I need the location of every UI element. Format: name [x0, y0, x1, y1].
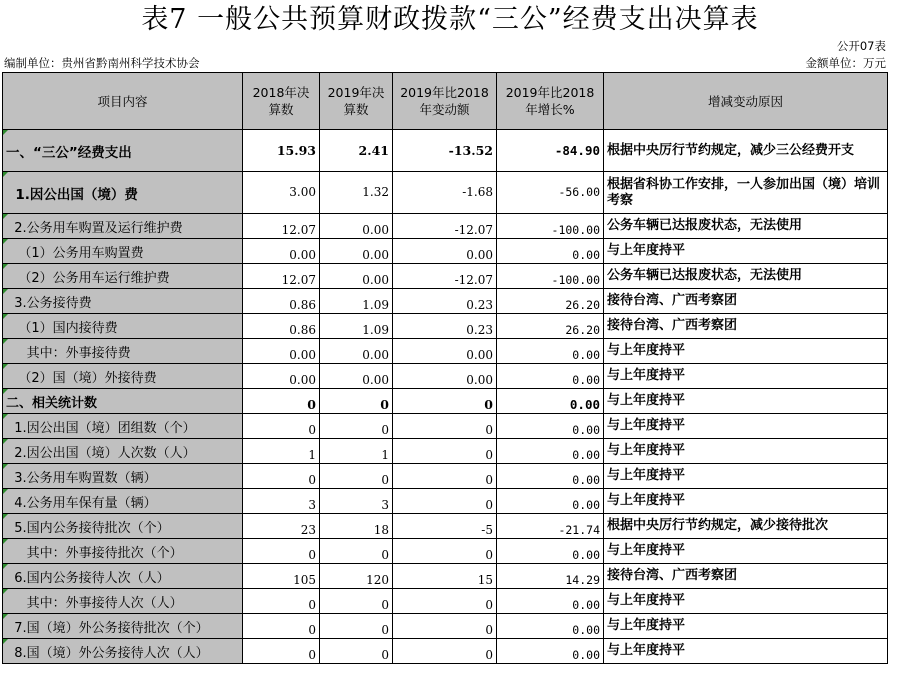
value-2019-cell[interactable]: 1.09 — [320, 289, 393, 314]
table-row — [3, 439, 888, 464]
value-2018-cell[interactable]: 3.00 — [243, 172, 320, 214]
value-2019-cell[interactable]: 0 — [320, 639, 393, 664]
value-2019-cell[interactable]: 0 — [320, 614, 393, 639]
value-2018-cell[interactable]: 23 — [243, 514, 320, 539]
rate-cell[interactable]: 0.00 — [497, 589, 604, 614]
value-2019-cell[interactable]: 0 — [320, 414, 393, 439]
amount-unit: 金额单位：万元 — [805, 56, 886, 70]
item-cell[interactable]: 6.国内公务接待人次（人） — [3, 564, 243, 589]
table-row — [3, 489, 888, 514]
rate-cell[interactable]: -100.00 — [497, 264, 604, 289]
value-2019-cell[interactable]: 0 — [320, 464, 393, 489]
reason-cell[interactable]: 与上年度持平 — [604, 239, 888, 264]
change-cell[interactable]: 0 — [393, 489, 497, 514]
item-cell[interactable]: 其中：外事接待费 — [3, 339, 243, 364]
rate-cell[interactable]: -84.90 — [497, 130, 604, 172]
table-row — [3, 314, 888, 339]
reason-cell[interactable]: 接待台湾、广西考察团 — [604, 564, 888, 589]
change-cell[interactable]: 0.00 — [393, 364, 497, 389]
reason-cell[interactable]: 与上年度持平 — [604, 589, 888, 614]
reason-cell[interactable]: 与上年度持平 — [604, 339, 888, 364]
value-2018-cell[interactable]: 0 — [243, 539, 320, 564]
value-2018-cell[interactable]: 12.07 — [243, 264, 320, 289]
reason-cell[interactable]: 与上年度持平 — [604, 639, 888, 664]
table-row — [3, 464, 888, 489]
value-2018-cell[interactable]: 0.00 — [243, 364, 320, 389]
rate-cell[interactable]: 0.00 — [497, 414, 604, 439]
value-2018-cell[interactable]: 0 — [243, 414, 320, 439]
reason-cell[interactable]: 根据省科协工作安排，一人参加出国（境）培训考察 — [604, 172, 888, 214]
table-row — [3, 639, 888, 664]
item-cell[interactable]: 其中：外事接待批次（个） — [3, 539, 243, 564]
item-cell[interactable]: 2.因公出国（境）人次数（人） — [3, 439, 243, 464]
table-row — [3, 264, 888, 289]
value-2019-cell[interactable]: 0.00 — [320, 264, 393, 289]
value-2018-cell[interactable]: 0 — [243, 389, 320, 414]
rate-cell[interactable]: 0.00 — [497, 364, 604, 389]
table-row — [3, 414, 888, 439]
value-2018-cell[interactable]: 12.07 — [243, 214, 320, 239]
item-cell[interactable]: 3.公务接待费 — [3, 289, 243, 314]
value-2018-cell[interactable]: 105 — [243, 564, 320, 589]
rate-cell[interactable]: 26.20 — [497, 289, 604, 314]
reason-cell[interactable]: 根据中央厉行节约规定，减少三公经费开支 — [604, 130, 888, 172]
rate-cell[interactable]: 0.00 — [497, 489, 604, 514]
value-2019-cell[interactable]: 0.00 — [320, 364, 393, 389]
item-cell[interactable]: 1.因公出国（境）团组数（个） — [3, 414, 243, 439]
reason-cell[interactable]: 与上年度持平 — [604, 614, 888, 639]
item-cell[interactable]: （2）国（境）外接待费 — [3, 364, 243, 389]
change-cell[interactable]: 0 — [393, 464, 497, 489]
reason-cell[interactable]: 与上年度持平 — [604, 364, 888, 389]
compiling-unit: 编制单位：贵州省黔南州科学技术协会 — [4, 56, 200, 70]
reason-cell[interactable]: 接待台湾、广西考察团 — [604, 289, 888, 314]
item-cell[interactable]: 3.公务用车购置数（辆） — [3, 464, 243, 489]
value-2018-cell[interactable]: 0 — [243, 464, 320, 489]
item-cell[interactable]: 8.国（境）外公务接待人次（人） — [3, 639, 243, 664]
value-2019-cell[interactable]: 2.41 — [320, 130, 393, 172]
rate-cell[interactable]: 0.00 — [497, 439, 604, 464]
change-cell[interactable]: 0.00 — [393, 239, 497, 264]
change-cell[interactable]: 0 — [393, 614, 497, 639]
reason-cell[interactable]: 与上年度持平 — [604, 389, 888, 414]
change-cell[interactable]: 0.00 — [393, 339, 497, 364]
rate-cell[interactable]: 0.00 — [497, 339, 604, 364]
change-cell[interactable]: 15 — [393, 564, 497, 589]
value-2019-cell[interactable]: 1.09 — [320, 314, 393, 339]
change-cell[interactable]: 0 — [393, 639, 497, 664]
value-2019-cell[interactable]: 120 — [320, 564, 393, 589]
item-cell[interactable]: （1）公务用车购置费 — [3, 239, 243, 264]
change-cell[interactable]: 0 — [393, 414, 497, 439]
table-row — [3, 364, 888, 389]
value-2019-cell[interactable]: 18 — [320, 514, 393, 539]
value-2018-cell[interactable]: 0.86 — [243, 289, 320, 314]
table-row — [3, 564, 888, 589]
change-cell[interactable]: -13.52 — [393, 130, 497, 172]
change-cell[interactable]: 0.23 — [393, 289, 497, 314]
rate-cell[interactable]: 0.00 — [497, 539, 604, 564]
item-cell[interactable]: 1.因公出国（境）费 — [3, 172, 243, 214]
item-cell[interactable]: （1）国内接待费 — [3, 314, 243, 339]
rate-cell[interactable]: -21.74 — [497, 514, 604, 539]
header-reason[interactable]: 增减变动原因 — [604, 73, 888, 130]
value-2019-cell[interactable]: 0 — [320, 589, 393, 614]
table-row — [3, 339, 888, 364]
table-row — [3, 172, 888, 214]
value-2019-cell[interactable]: 3 — [320, 489, 393, 514]
value-2018-cell[interactable]: 0 — [243, 614, 320, 639]
value-2018-cell[interactable]: 0 — [243, 589, 320, 614]
table-row — [3, 389, 888, 414]
table-row — [3, 214, 888, 239]
change-cell[interactable]: 0 — [393, 389, 497, 414]
change-cell[interactable]: -5 — [393, 514, 497, 539]
form-number: 公开07表 — [836, 39, 886, 53]
header-2018[interactable]: 2018年决 算数 — [243, 73, 320, 130]
reason-cell[interactable]: 公务车辆已达报废状态，无法使用 — [604, 214, 888, 239]
item-cell[interactable]: 二、相关统计数 — [3, 389, 243, 414]
value-2019-cell[interactable]: 0.00 — [320, 339, 393, 364]
value-2019-cell[interactable]: 0 — [320, 539, 393, 564]
header-rate[interactable]: 2019年比2018 年增长% — [497, 73, 604, 130]
change-cell[interactable]: 0 — [393, 439, 497, 464]
value-2018-cell[interactable]: 15.93 — [243, 130, 320, 172]
item-cell[interactable]: 一、“三公”经费支出 — [3, 130, 243, 172]
change-cell[interactable]: -12.07 — [393, 264, 497, 289]
expenditure-table — [2, 72, 888, 664]
table-row — [3, 539, 888, 564]
rate-cell[interactable]: 14.29 — [497, 564, 604, 589]
reason-cell[interactable]: 与上年度持平 — [604, 464, 888, 489]
table-row — [3, 239, 888, 264]
rate-cell[interactable]: 0.00 — [497, 389, 604, 414]
rate-cell[interactable]: 0.00 — [497, 464, 604, 489]
value-2019-cell[interactable]: 0 — [320, 389, 393, 414]
item-cell[interactable]: 5.国内公务接待批次（个） — [3, 514, 243, 539]
change-cell[interactable]: -12.07 — [393, 214, 497, 239]
table-row — [3, 589, 888, 614]
reason-cell[interactable]: 与上年度持平 — [604, 439, 888, 464]
reason-cell[interactable]: 接待台湾、广西考察团 — [604, 314, 888, 339]
value-2018-cell[interactable]: 0.00 — [243, 239, 320, 264]
rate-cell[interactable]: -56.00 — [497, 172, 604, 214]
reason-cell[interactable]: 与上年度持平 — [604, 539, 888, 564]
rate-cell[interactable]: 0.00 — [497, 614, 604, 639]
value-2019-cell[interactable]: 0.00 — [320, 239, 393, 264]
value-2019-cell[interactable]: 0.00 — [320, 214, 393, 239]
value-2018-cell[interactable]: 3 — [243, 489, 320, 514]
page-title: 表7 一般公共预算财政拨款“三公”经费支出决算表 — [141, 4, 759, 35]
value-2018-cell[interactable]: 0 — [243, 639, 320, 664]
value-2019-cell[interactable]: 1 — [320, 439, 393, 464]
header-item[interactable]: 项目内容 — [3, 73, 243, 130]
rate-cell[interactable]: -100.00 — [497, 214, 604, 239]
change-cell[interactable]: 0 — [393, 589, 497, 614]
table-row — [3, 514, 888, 539]
value-2018-cell[interactable]: 1 — [243, 439, 320, 464]
table-row — [3, 614, 888, 639]
rate-cell[interactable]: 0.00 — [497, 639, 604, 664]
value-2018-cell[interactable]: 0.00 — [243, 339, 320, 364]
table-row — [3, 289, 888, 314]
item-cell[interactable]: 4.公务用车保有量（辆） — [3, 489, 243, 514]
reason-cell[interactable]: 与上年度持平 — [604, 489, 888, 514]
reason-cell[interactable]: 公务车辆已达报废状态，无法使用 — [604, 264, 888, 289]
value-2018-cell[interactable]: 0.86 — [243, 314, 320, 339]
change-cell[interactable]: 0 — [393, 539, 497, 564]
reason-cell[interactable]: 与上年度持平 — [604, 414, 888, 439]
value-2019-cell[interactable]: 1.32 — [320, 172, 393, 214]
change-cell[interactable]: 0.23 — [393, 314, 497, 339]
rate-cell[interactable]: 26.20 — [497, 314, 604, 339]
change-cell[interactable]: -1.68 — [393, 172, 497, 214]
rate-cell[interactable]: 0.00 — [497, 239, 604, 264]
item-cell[interactable]: 其中：外事接待人次（人） — [3, 589, 243, 614]
item-cell[interactable]: 7.国（境）外公务接待批次（个） — [3, 614, 243, 639]
table-row — [3, 130, 888, 172]
header-change[interactable]: 2019年比2018 年变动额 — [393, 73, 497, 130]
item-cell[interactable]: 2.公务用车购置及运行维护费 — [3, 214, 243, 239]
item-cell[interactable]: （2）公务用车运行维护费 — [3, 264, 243, 289]
reason-cell[interactable]: 根据中央厉行节约规定，减少接待批次 — [604, 514, 888, 539]
header-2019[interactable]: 2019年决 算数 — [320, 73, 393, 130]
